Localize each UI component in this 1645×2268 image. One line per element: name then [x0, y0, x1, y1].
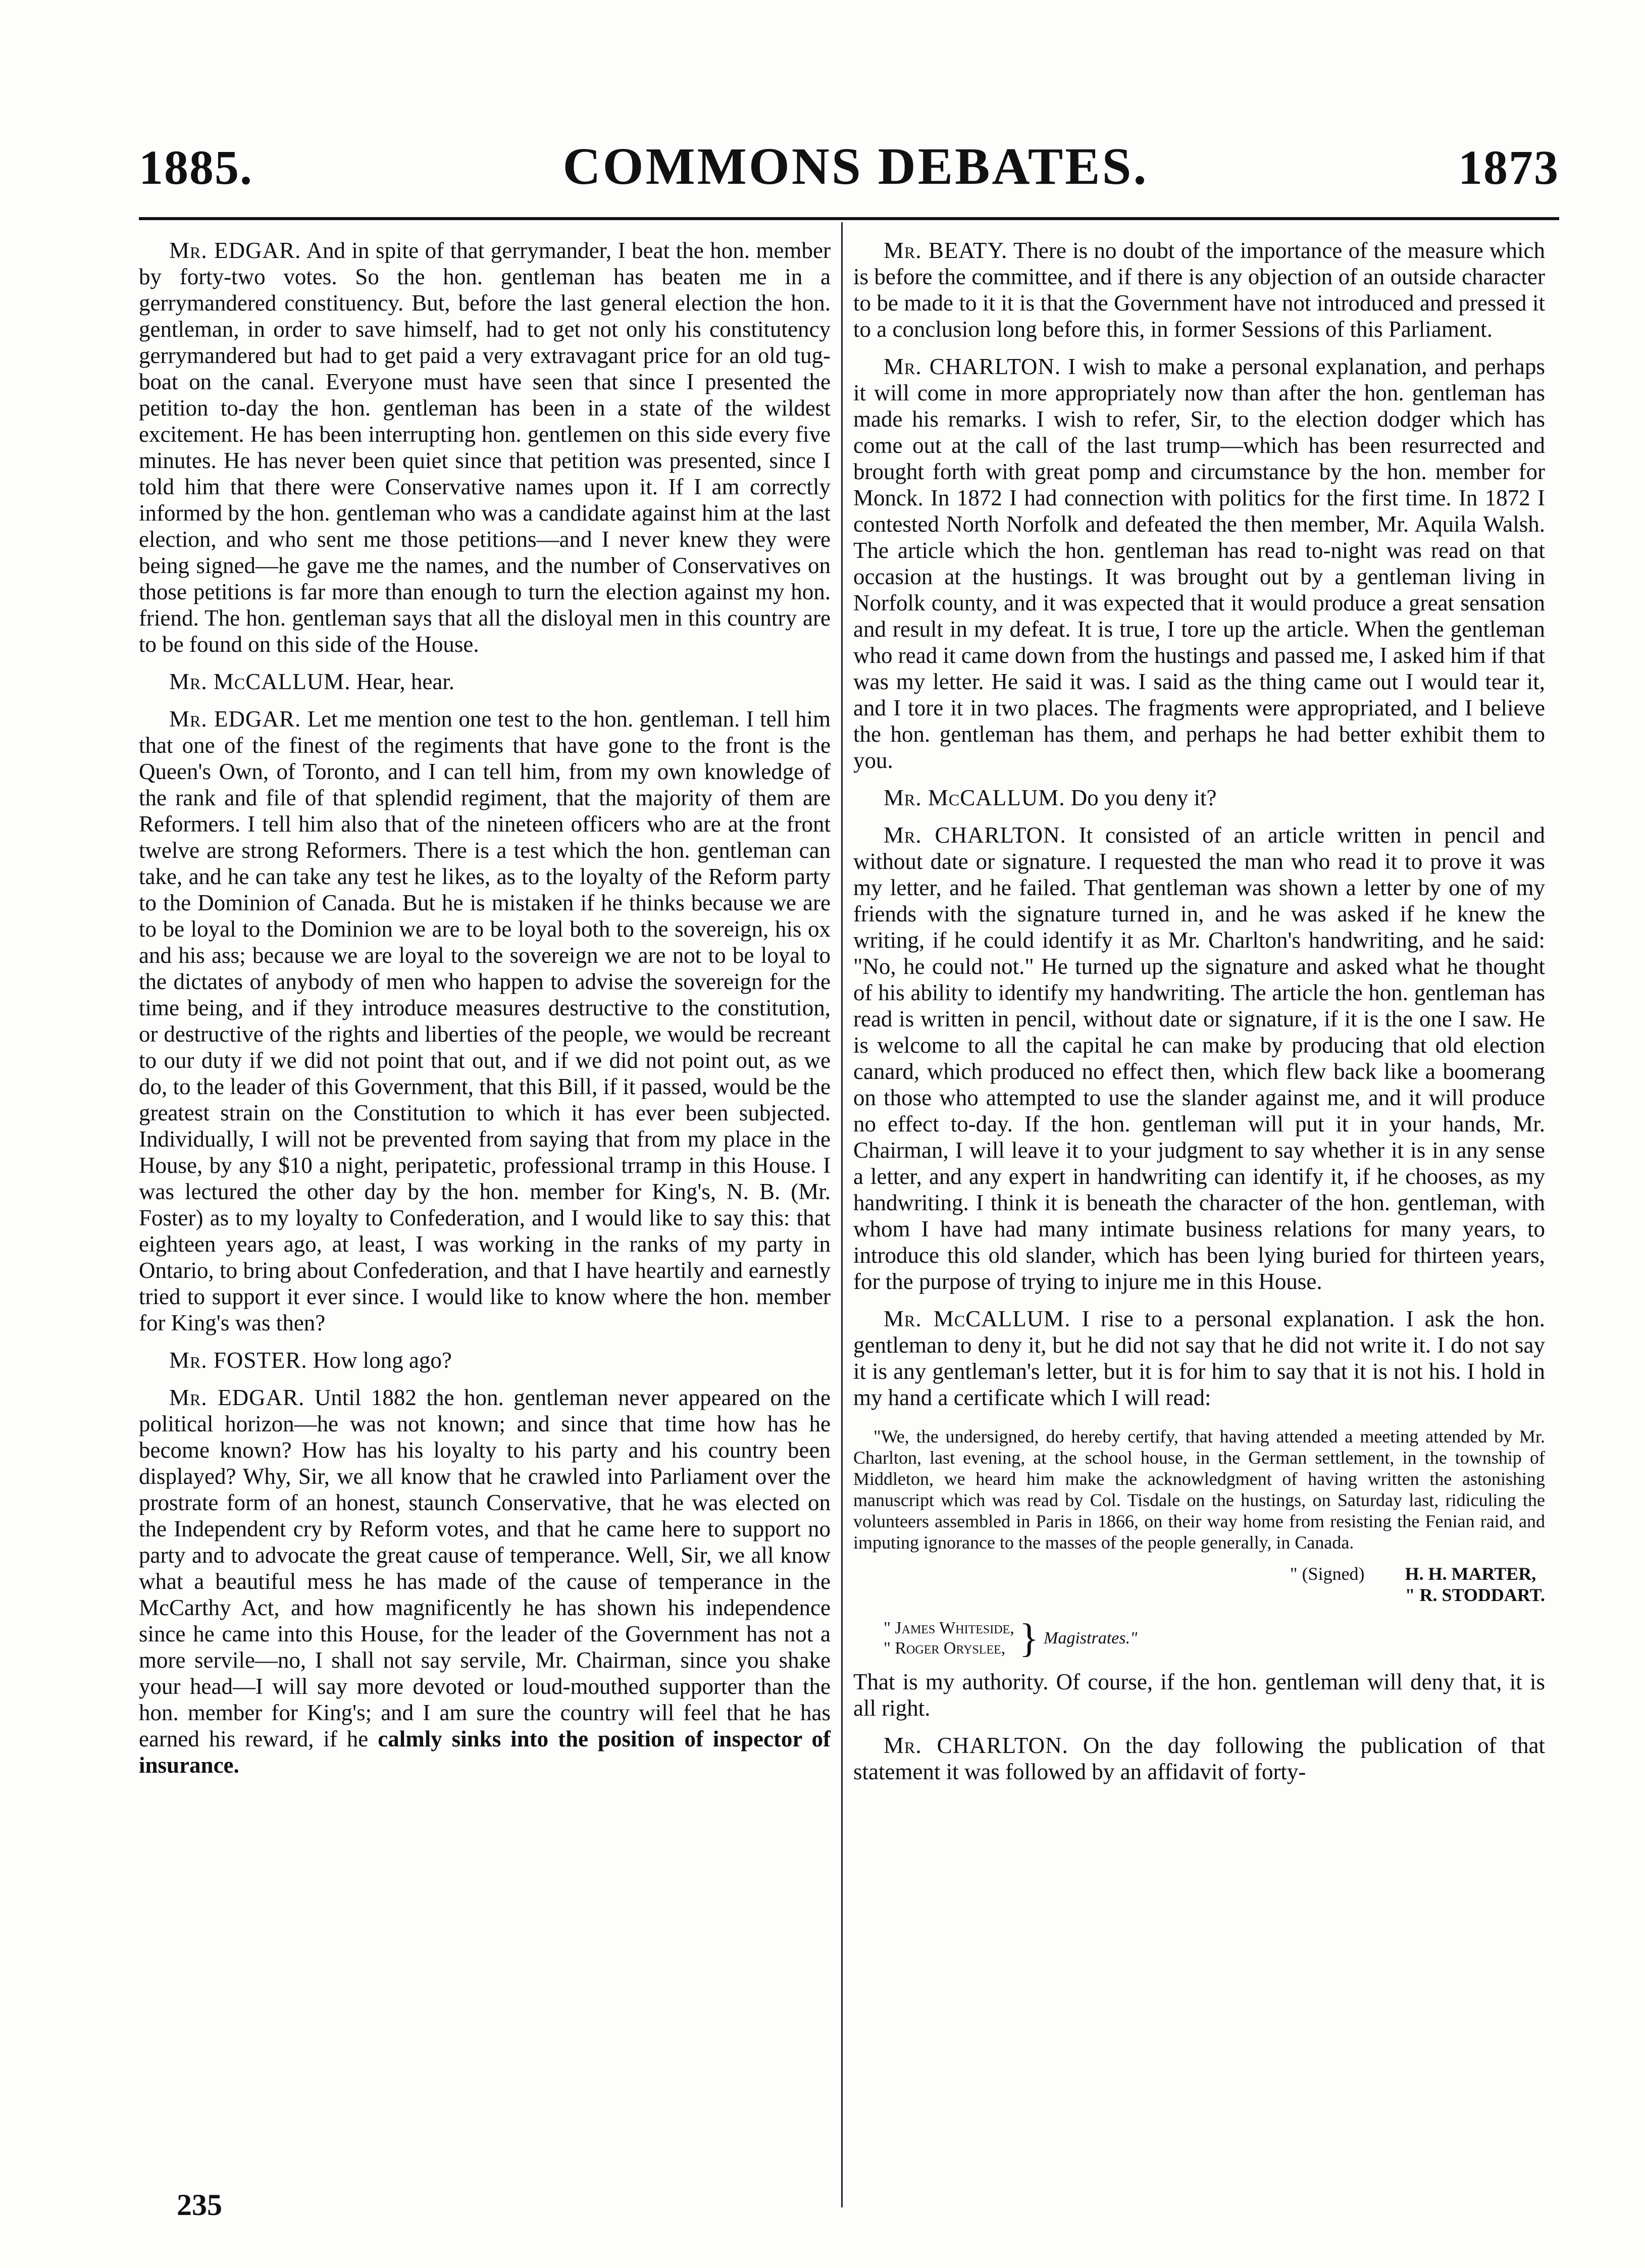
paragraph [139, 668, 831, 695]
paragraph-text: And in spite of that gerrymander, I beat the hon. member by forty-two votes. So the hon. gentleman has beaten me in a gerrymandered constituency. But, before the last general election the hon. gentleman, in order to save himself, had to get not only his constitutency gerrymandered but had to get paid a very extravagant price for an old tug-boat on the canal. Everyone must have seen that since I presented the petition to-day the hon. gentleman has been in a state of the wildest excitement. He has been interrupting hon. gentlemen on this side every five minutes. He has never been quiet since that petition was presented, since I told him that there were Conservative names upon it. If I am correctly informed by the hon. gentleman who was a candidate against him at the last election, and who sent me those petitions—and I never knew they were being signed—he gave me the names, and the number of Conservatives on those petitions is far more than enough to turn the election against my hon. friend. The hon. gentleman says that all the disloyal men in this country are to be found on this side of the House. [139, 238, 831, 657]
magistrate-name: " James Whiteside, [884, 1619, 1014, 1637]
paragraph-text: Let me mention one test to the hon. gentleman. I tell him that one of the finest of the regiments that have gone to the front is the Queen's Own, of Toronto, and I can tell him, from my own knowledge of the rank and file of that splendid regiment, that the majority of them are Reformers. I tell him also that of the nineteen officers who are at the front twelve are strong Reformers. There is a test which the hon. gentleman can take, and he can take any test he likes, as to the loyalty of the Reform party to the Dominion of Canada. But he is mistaken if he thinks because we are to be loyal to the Dominion we are to be loyal both to the sovereign, his ox and his ass; because we are loyal to the sovereign we are not to be loyal to the dictates of anybody of men who happen to advise the sovereign for the time being, and if they introduce measures destructive to the constitution, or destructive of the rights and liberties of the people, we would be recreant to our duty if we did not point that out, and if we did not point out, as we do, to the leader of this Government, that this Bill, if it passed, would be the greatest strain on the Constitution to which it has ever been subjected. Individually, I will not be prevented from saying that from my place in the House, by any $10 a night, peripatetic, professional trramp in this House. I was lectured the other day by the hon. member for King's, N. B. (Mr. Foster) as to my loyalty to Confederation, and I would like to say this: that eighteen years ago, at least, I was working in the ranks of my party in Ontario, to bring about Confederation, and that I have heartily and earnestly tried to support it ever since. I would like to know where the hon. member for King's was then? [139, 706, 831, 1335]
column-divider [841, 222, 843, 2207]
speaker-name: Mr. EDGAR. [169, 1385, 305, 1410]
paragraph-text: I wish to make a personal explanation, and perhaps it will come in more appropriately now than after the hon. gentleman has made his remarks. I wish to refer, Sir, to the election dodger which has come out at the call of the last trump—which has been resurrected and brought forth with great pomp and circumstance by the hon. member for Monck. In 1872 I had connection with politics for the first time. In 1872 I contested North Norfolk and defeated the then member, Mr. Aquila Walsh. The article which the hon. gentleman has read to-night was read on that occasion at the hustings. It was brought out by a gentleman living in Norfolk county, and it was expected that it would produce a great sensation and result in my defeat. It is true, I tore up the article. When the gentleman who read it came down from the hustings and passed me, I asked him if that was my letter. He said it was. I said as the thing came out I would tear it, and I tore it in two places. The fragments were appropriated, and I believe the hon. gentleman has them, and perhaps he had better exhibit them to you. [853, 354, 1545, 773]
header-rule [139, 217, 1559, 220]
paragraph [139, 1347, 831, 1373]
speaker-name: Mr. McCALLUM. [884, 1306, 1071, 1331]
signer-name: " R. STODDART. [1405, 1585, 1545, 1605]
paragraph-text-continued: calmly sinks into the position of inspector of insurance. [139, 1726, 831, 1778]
magistrates-role: Magistrates." [1044, 1629, 1138, 1647]
paragraph [853, 353, 1545, 774]
speaker-name: Mr. CHARLTON. [884, 822, 1066, 848]
speaker-name: Mr. EDGAR. [169, 238, 301, 263]
paragraph-text: That is my authority. Of course, if the hon. gentleman will deny that, it is all right. [853, 1669, 1545, 1721]
page-header [139, 136, 1559, 207]
header-page-number: 1873 [1458, 140, 1559, 194]
certificate-quote [853, 1426, 1545, 1659]
paragraph [139, 237, 831, 657]
folio-number: 235 [177, 2188, 222, 2222]
paragraph-text: Until 1882 the hon. gentleman never appeared on the political horizon—he was not known; and since that time how has he become known? How has his loyalty to his party and his country been displayed? Why, Sir, we all know that he crawled into Parliament over the prostrate form of an honest, staunch Conservative, that he was elected on the Independent cry by Reform votes, and that he came here to support no party and to advocate the great cause of temperance. Well, Sir, we all know what a beautiful mess he has made of the cause of temperance in the McCarthy Act, and how magnificently he has shown his independence since he came into this House, for the leader of the Government has not a more servile—no, I shall not say servile, Mr. Chairman, since you shake your head—I will say more devoted or loud-mouthed supporter than the hon. member for King's; and I am sure the country will feel that he has earned his reward, if he [139, 1385, 831, 1751]
magistrate-names [884, 1618, 1014, 1659]
paragraph-text: How long ago? [313, 1348, 452, 1373]
header-year: 1885. [139, 140, 253, 194]
paragraph-text: On the day following the publication of that statement it was followed by an affidavit of forty- [853, 1733, 1545, 1784]
paragraph [853, 1669, 1545, 1721]
speaker-name: Mr. FOSTER. [169, 1348, 307, 1373]
paragraph-text: Hear, hear. [356, 669, 455, 694]
brace-icon: } [1019, 1616, 1039, 1661]
paragraph-text: It consisted of an article written in pencil and without date or signature. I requested the man who read it to prove it was my letter, and he failed. That gentleman was shown a letter by one of my friends with the signature turned in, and he was asked if he knew the writing, if he could identify it as Mr. Charlton's handwriting, and he said: "No, he could not." He turned up the signature and asked what he thought of his ability to identify my handwriting. The article the hon. gentleman has read is written in pencil, without date or signature, if it is the one I saw. He is welcome to all the capital he can make by producing that old election canard, which produced no effect then, which flew back like a boomerang on those who attempted to use the slander against me, and it will produce no effect to-day. If the hon. gentleman will put it in your hands, Mr. Chairman, I will leave it to your judgment to say whether it is in any sense a letter, and any expert in handwriting can identify it, if he chooses, as my handwriting. I think it is beneath the character of the hon. gentleman, with whom I have had many intimate business relations for many years, to introduce this old slander, which has been lying buried for thirteen years, for the purpose of trying to injure me in this House. [853, 822, 1545, 1294]
signer-name: H. H. MARTER, [1405, 1564, 1536, 1584]
speaker-name: Mr. McCALLUM. [884, 785, 1065, 810]
signers [1405, 1563, 1545, 1606]
paragraph [853, 1732, 1545, 1785]
paragraph-text: I rise to a personal explanation. I ask the hon. gentleman to deny it, but he did not say that he did not write it. I do not say it is any gentleman's letter, but it is for him to say that it is not his. I hold in my hand a certificate which I will read: [853, 1306, 1545, 1410]
speaker-name: Mr. CHARLTON. [884, 1733, 1068, 1758]
signature-block [853, 1563, 1545, 1606]
left-column [139, 237, 831, 2162]
right-column [853, 237, 1545, 2162]
speaker-name: Mr. McCALLUM. [169, 669, 351, 694]
speaker-name: Mr. BEATY. [884, 238, 1008, 263]
paragraph-text: There is no doubt of the importance of the measure which is before the committee, and if there is any objection of an outside character to be made to it it is that the Government have not introduced and pressed it to a conclusion long before this, in former Sessions of this Parliament. [853, 238, 1545, 342]
speaker-name: Mr. EDGAR. [169, 706, 301, 732]
certificate-text: "We, the undersigned, do hereby certify, that having attended a meeting attended by Mr. Charlton, last evening, at the school house, in the German settlement, in the township of Middleton, we heard him make the acknowledgment of having written the astonishing manuscript which was read by Col. Tisdale on the hustings, on Saturday last, ridiculing the volunteers assembled in Paris in 1866, on their way home from resisting the Fenian raid, and imputing ignorance to the masses of the people generally, in Canada. [853, 1426, 1545, 1553]
header-title: COMMONS DEBATES. [562, 137, 1149, 195]
paragraph [853, 1306, 1545, 1411]
paragraph [853, 237, 1545, 342]
magistrate-name: " Roger Oryslee, [884, 1639, 1006, 1658]
signed-label: " (Signed) [1290, 1564, 1365, 1584]
paragraph [139, 706, 831, 1336]
paragraph-text: Do you deny it? [1070, 785, 1217, 810]
paragraph [853, 822, 1545, 1295]
speaker-name: Mr. CHARLTON. [884, 354, 1061, 379]
magistrates-block [884, 1618, 1545, 1659]
paragraph [139, 1384, 831, 1778]
paragraph [853, 785, 1545, 811]
